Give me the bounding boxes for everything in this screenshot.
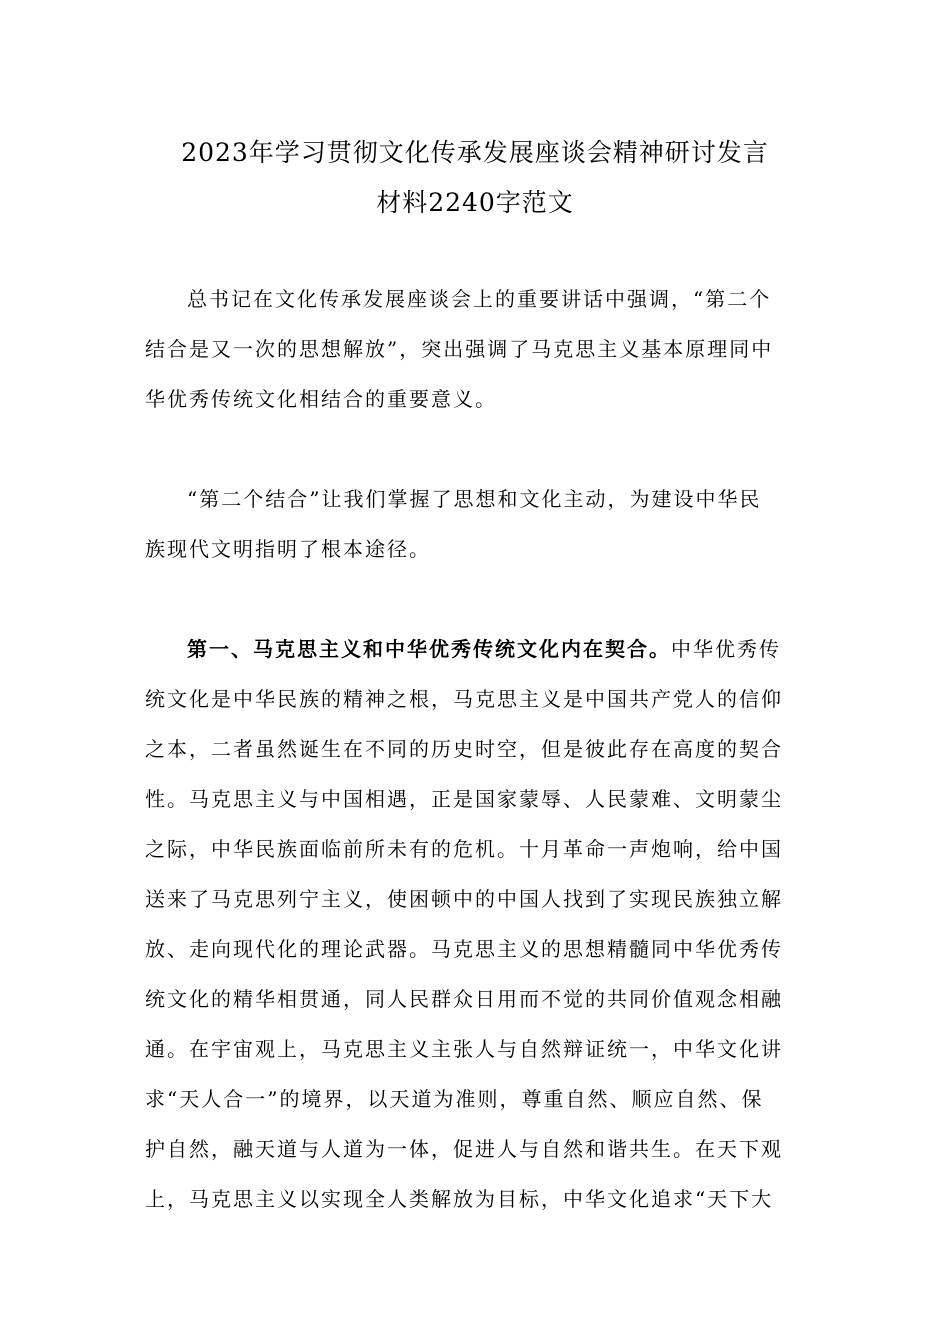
paragraph-line: 之际，中华民族面临前所未有的危机。十月革命一声炮响，给中国 — [145, 837, 783, 861]
paragraph-line: 性。马克思主义与中国相遇，正是国家蒙辱、人民蒙难、文明蒙尘 — [145, 787, 783, 811]
paragraph-line: 结合是又一次的思想解放”，突出强调了马克思主义基本原理同中 — [145, 337, 774, 361]
paragraph-line: 华优秀传统文化相结合的重要意义。 — [145, 387, 497, 411]
section-first-line-rest: 中华优秀传 — [671, 637, 781, 661]
section-first-line — [145, 624, 805, 674]
paragraph-line: 统文化是中华民族的精神之根，马克思主义是中国共产党人的信仰 — [145, 687, 783, 711]
paragraph-line: “第二个结合”让我们掌握了思想和文化主动，为建设中华民 — [187, 487, 762, 511]
paragraph-line: 族现代文明指明了根本途径。 — [145, 537, 431, 561]
title-line-2: 材料2240字范文 — [376, 188, 574, 217]
paragraph-line: 求“天人合一”的境界，以天道为准则，尊重自然、顺应自然、保 — [145, 1087, 764, 1111]
paragraph-intro — [145, 274, 805, 424]
paragraph-line: 统文化的精华相贯通，同人民群众日用而不觉的共同价值观念相融 — [145, 987, 783, 1011]
paragraph-line: 送来了马克思列宁主义，使困顿中的中国人找到了实现民族独立解 — [145, 887, 783, 911]
paragraph-line: 总书记在文化传承发展座谈会上的重要讲话中强调，“第二个 — [187, 287, 772, 311]
section-heading: 第一、马克思主义和中华优秀传统文化内在契合。 — [187, 637, 671, 661]
title-line-1: 2023年学习贯彻文化传承发展座谈会精神研讨发言 — [181, 138, 769, 167]
paragraph-second-combination — [145, 474, 805, 574]
paragraph-line: 放、走向现代化的理论武器。马克思主义的思想精髓同中华优秀传 — [145, 937, 783, 961]
paragraph-section-one — [145, 624, 805, 1224]
paragraph-line: 之本，二者虽然诞生在不同的历史时空，但是彼此存在高度的契合 — [145, 737, 783, 761]
paragraph-line: 上，马克思主义以实现全人类解放为目标，中华文化追求“天下大 — [145, 1187, 774, 1211]
paragraph-line: 通。在宇宙观上，马克思主义主张人与自然辩证统一，中华文化讲 — [145, 1037, 783, 1061]
paragraph-line: 护自然，融天道与人道为一体，促进人与自然和谐共生。在天下观 — [145, 1137, 783, 1161]
document-title — [120, 128, 830, 228]
